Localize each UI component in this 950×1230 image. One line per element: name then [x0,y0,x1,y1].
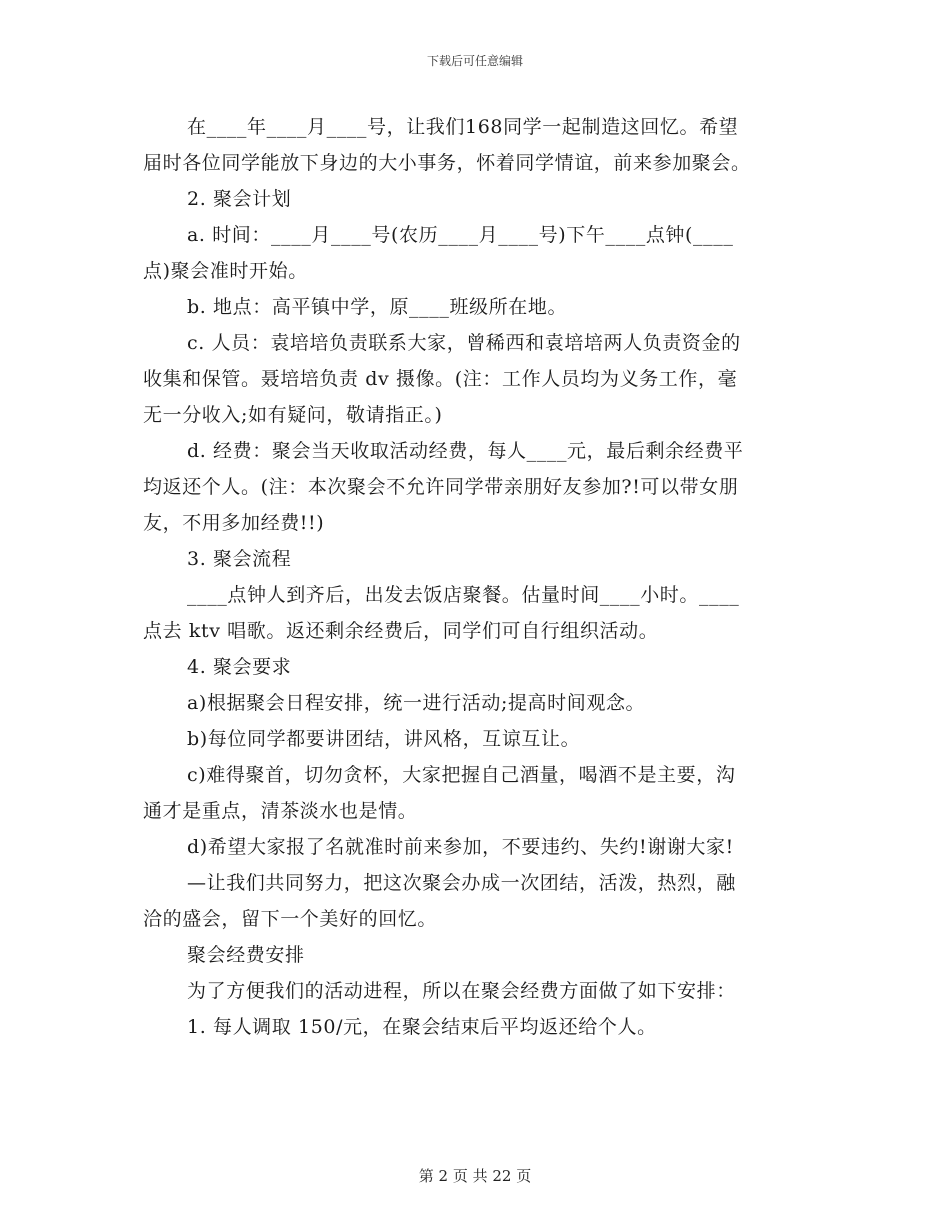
text-line: 在____年____月____号，让我们168同学一起制造这回忆。希望 [187,116,739,138]
text-line: a)根据聚会日程安排，统一进行活动;提高时间观念。 [187,692,646,714]
text-line: c)难得聚首，切勿贪杯，大家把握自己酒量，喝酒不是主要，沟 [187,764,736,786]
text-line: c. 人员：袁培培负责联系大家，曾稀西和袁培培两人负责资金的 [187,332,741,354]
text-line: 均返还个人。(注：本次聚会不允许同学带亲朋好友参加?!可以带女朋 [143,476,739,498]
text-line: 洽的盛会，留下一个美好的回忆。 [143,908,438,930]
page-footer: 第 2 页 共 22 页 [418,1167,532,1185]
text-line: ____点钟人到齐后，出发去饭店聚餐。估量时间____小时。____ [187,584,740,606]
text-line: —让我们共同努力，把这次聚会办成一次团结，活泼，热烈，融 [187,872,736,894]
text-line: b)每位同学都要讲团结，讲风格，互谅互让。 [187,728,581,750]
section-heading: 聚会经费安排 [187,944,305,966]
text-line: 友，不用多加经费!!) [143,512,325,534]
section-heading: 3. 聚会流程 [187,548,292,570]
text-line: 收集和保管。聂培培负责 dv 摄像。(注：工作人员均为义务工作，毫 [143,368,738,390]
document-body [143,112,809,1048]
text-line: d. 经费：聚会当天收取活动经费，每人____元，最后剩余经费平 [187,440,744,462]
page-header: 下载后可任意编辑 [426,54,523,68]
text-line: 为了方便我们的活动进程，所以在聚会经费方面做了如下安排： [187,980,736,1002]
text-line: a. 时间：____月____号(农历____月____号)下午____点钟(____ [187,224,734,246]
text-line: 1. 每人调取 150/元，在聚会结束后平均返还给个人。 [187,1016,657,1038]
text-line: 无一分收入;如有疑问，敬请指正。) [143,404,443,426]
text-line: b. 地点：高平镇中学，原____班级所在地。 [187,296,568,318]
text-line: 届时各位同学能放下身边的大小事务，怀着同学情谊，前来参加聚会。 [143,152,751,174]
text-line: d)希望大家报了名就准时前来参加，不要违约、失约!谢谢大家! [187,836,734,858]
text-line: 点)聚会准时开始。 [143,260,308,282]
section-heading: 4. 聚会要求 [187,656,292,678]
section-heading: 2. 聚会计划 [187,188,292,210]
text-line: 点去 ktv 唱歌。返还剩余经费后，同学们可自行组织活动。 [143,620,659,642]
text-line: 通才是重点，清茶淡水也是情。 [143,800,418,822]
